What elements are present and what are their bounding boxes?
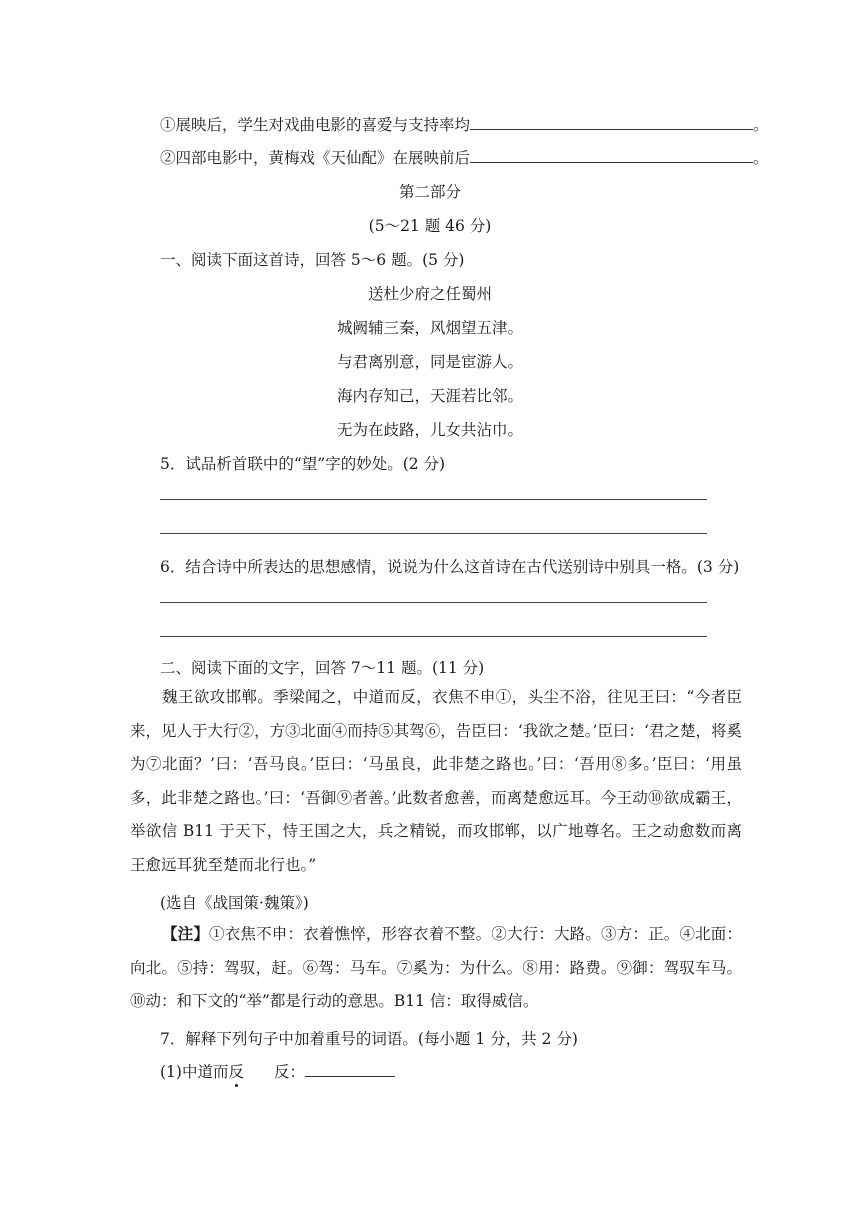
passage-notes: [130, 917, 742, 1019]
answer-blank-b[interactable]: [470, 146, 753, 163]
poem-line: 无为在歧路，儿女共沾巾。: [336, 421, 523, 439]
question-a-end: 。: [753, 116, 769, 134]
question-b-end: 。: [753, 149, 769, 167]
answer-line-q5-1[interactable]: [160, 499, 707, 500]
section2-heading: 二、阅读下面的文字，回答 7～11 题。(11 分): [160, 659, 485, 677]
answer-line-q5-2[interactable]: [160, 533, 707, 534]
question-b-text: ②四部电影中，黄梅戏《天仙配》在展映前后: [160, 149, 471, 167]
question-b-line: [160, 146, 769, 168]
q7-1-prefix: (1)中道而: [160, 1063, 229, 1081]
classical-passage: 魏王欲攻邯郸。季梁闻之，中道而反，衣焦不申①，头尘不浴，往见王曰：“今者臣来，见人于大行②，方③北面④而持⑤其驾⑥，告臣曰：‘我欲之楚。’臣曰：‘君之楚，将奚为⑦北面？’曰：‘吾马良。’臣曰：‘马虽良，此非楚之路也。’曰：‘吾用⑧多。’臣曰：‘用虽多，此非楚之路也。’曰：‘吾御⑨者善。’此数者愈善，而离楚愈远耳。今王动⑩欲成霸王，举欲信 B11 于天下，恃王国之大，兵之精锐，而攻邯郸，以广地尊名。王之动愈数而离王愈远耳犹至楚而北行也。”: [130, 688, 742, 874]
note-text: ①衣焦不申：衣着憔悴，形容衣着不整。②大行：大路。③方：正。④北面：向北。⑤持：驾驭，赶。⑥驾：马车。⑦奚为：为什么。⑧用：路费。⑨御：驾驭车马。⑩动：和下文的“举”都是行动的意思。B11 信：取得威信。: [130, 925, 742, 1010]
part-subtitle: (5～21 题 46 分): [368, 217, 492, 235]
q7-1-answer-label: 反：: [273, 1063, 305, 1081]
q7-1-emphasized-char: 反: [228, 1063, 244, 1081]
answer-line-q6-2[interactable]: [160, 636, 707, 637]
question-7: 7．解释下列句子中加着重号的词语。(每小题 1 分，共 2 分): [160, 1030, 578, 1048]
poem-line: 城阙辅三秦，风烟望五津。: [336, 319, 523, 337]
question-a-line: [160, 113, 769, 135]
question-5: 5．试品析首联中的“望”字的妙处。(2 分): [160, 455, 446, 473]
answer-blank-q7-1[interactable]: [305, 1060, 395, 1077]
poem-title: 送杜少府之任蜀州: [367, 285, 492, 303]
passage-source: (选自《战国策·魏策》): [160, 894, 309, 912]
question-6: 6．结合诗中所表达的思想感情，说说为什么这首诗在古代送别诗中别具一格。(3 分): [160, 558, 740, 576]
note-label: 【注】: [162, 924, 210, 943]
question-7-1: [160, 1060, 395, 1082]
poem-line: 海内存知己，天涯若比邻。: [336, 387, 523, 405]
part-title: 第二部分: [398, 183, 461, 201]
poem-line: 与君离别意，同是宦游人。: [336, 353, 523, 371]
answer-blank-a[interactable]: [470, 113, 753, 130]
answer-line-q6-1[interactable]: [160, 602, 707, 603]
question-a-text: ①展映后，学生对戏曲电影的喜爱与支持率均: [160, 116, 471, 134]
section1-heading: 一、阅读下面这首诗，回答 5～6 题。(5 分): [160, 251, 465, 269]
